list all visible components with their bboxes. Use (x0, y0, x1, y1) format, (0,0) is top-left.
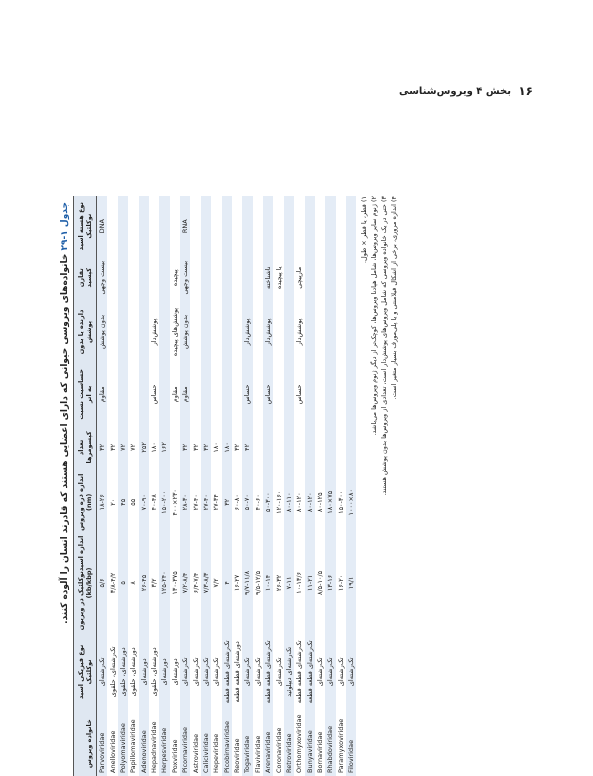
virus-family-cell: Flaviviridae (253, 711, 263, 776)
table-caption: خانواده‌های ویروسی حیوانی که دارای اعضایی هستند که قادرند انسان را آلوده کنند. (60, 253, 70, 624)
column-header: نوع هسته اسید نوکلئیک (74, 196, 97, 256)
table-cell: ۲۵۲ (139, 424, 149, 471)
table-cell: مقاوم (97, 365, 108, 424)
table-cell (232, 299, 242, 365)
table-cell (325, 365, 335, 424)
table-cell: ۴۰-۶۰ (253, 471, 263, 534)
table-cell (253, 196, 263, 256)
table-cell: ۷/۲-۸/۴ (180, 534, 190, 633)
table-cell (315, 424, 325, 471)
table-row (118, 196, 128, 776)
table-cell: ۹/۵-۱۲/۵ (253, 534, 263, 633)
table-cell: ۲۰ (107, 471, 117, 534)
table-title (60, 196, 73, 776)
table-cell (222, 299, 232, 365)
table-row (232, 196, 242, 776)
table-cell: حساس (149, 365, 159, 424)
table-cell: ۷۲ (128, 424, 138, 471)
table-row (253, 196, 263, 776)
table-cell (159, 256, 169, 299)
table-body (97, 196, 357, 776)
column-header: حساسیت نسبت به اتر (74, 365, 97, 424)
table-cell: تک‌رشته‌ای (253, 632, 263, 711)
table-cell (284, 256, 294, 299)
table-cell: ۷۵×۱۸۰ (325, 471, 335, 534)
table-cell (201, 256, 211, 299)
virus-family-cell: Paramyxoviridae (336, 711, 346, 776)
table-cell (139, 196, 149, 256)
table-row (159, 196, 169, 776)
footnote: ۳) حتی در یک خانواده ویروسی که شامل ویروس‌های پوشش‌دار است، تعدادی از ویروس‌ها بدون پوشش هستند. (379, 196, 388, 496)
table-cell (139, 299, 149, 365)
table-cell: تک‌رشته‌ای قطعه قطعه (305, 632, 315, 711)
table-cell: ۱۰-۱۴ (263, 534, 273, 633)
table-cell: دورشته‌ای (170, 632, 180, 711)
virus-family-cell: Astroviridae (190, 711, 200, 776)
table-cell: ۷۲ (118, 424, 128, 471)
table-cell: تک‌رشته‌ای (211, 632, 221, 711)
table-number: جدول ۱-۲۹ (60, 202, 70, 251)
virus-family-cell: Polyomaviridae (118, 711, 128, 776)
table-cell: ۵۰-۳۰۰ (263, 471, 273, 534)
table-row (242, 196, 252, 776)
table-cell (346, 196, 356, 256)
table-cell: دورشته‌ای، حلقوی (128, 632, 138, 711)
table-cell (273, 365, 283, 424)
table-cell (284, 196, 294, 256)
column-header: اندازه اسیدنوکلئیک در ویریون (kb/kbp) (74, 534, 97, 633)
table-cell: ۵۵ (128, 471, 138, 534)
table-cell (346, 256, 356, 299)
table-cell (107, 196, 117, 256)
table-row (97, 196, 108, 776)
table-cell: تک‌رشته‌ای (273, 632, 283, 711)
table-cell: تک‌رشته‌ای (315, 632, 325, 711)
table-cell: ۸۰-۱۲۰ (294, 471, 304, 534)
table-cell: ۱۸۰ (222, 424, 232, 471)
table-cell: حساس (242, 365, 252, 424)
virus-family-cell: Reoviridae (232, 711, 242, 776)
table-cell: پوشش‌دار (242, 299, 252, 365)
table-cell: ۳۲ (107, 424, 117, 471)
table-cell: ۸ (128, 534, 138, 633)
table-cell: ۱۳-۱۶ (325, 534, 335, 633)
virus-family-cell: Anelloviridae (107, 711, 117, 776)
table-cell: ۵ (118, 534, 128, 633)
table-cell: ۴۲ (242, 424, 252, 471)
virus-family-cell: Togaviridae (242, 711, 252, 776)
table-cell (170, 196, 180, 256)
table-cell: حساس (294, 365, 304, 424)
page-number: ۱۶ (518, 84, 533, 98)
table-cell: ۳۲ (201, 424, 211, 471)
table-cell: ۱۲۵-۲۴۰ (159, 534, 169, 633)
table-cell (253, 424, 263, 471)
table-cell: ۳/۸-۴/۲ (107, 534, 117, 633)
table-cell (107, 365, 117, 424)
table-cell: بیست وجهی (180, 256, 190, 299)
table-cell (346, 424, 356, 471)
table-cell (336, 196, 346, 256)
table-cell: تک‌رشته‌ای (190, 632, 200, 711)
column-header: دارنده یا بدون پوشش (74, 299, 97, 365)
virus-family-cell: Orthomyxoviridae (294, 711, 304, 776)
table-cell (201, 365, 211, 424)
table-cell (107, 299, 117, 365)
table-cell (149, 196, 159, 256)
table-row (273, 196, 283, 776)
table-cell (232, 365, 242, 424)
table-cell (159, 299, 169, 365)
table-cell: ۴۰-۴۸ (149, 471, 159, 534)
table-cell: پوشش‌دار (149, 299, 159, 365)
table-cell (128, 299, 138, 365)
table-cell (273, 299, 283, 365)
table-cell: ۳/۲ (149, 534, 159, 633)
table-cell: ۳۲ (180, 424, 190, 471)
table-cell (159, 196, 169, 256)
table-cell: بیست وجهی (97, 256, 108, 299)
table-cell: ۳۲ (232, 424, 242, 471)
table-cell (315, 365, 325, 424)
table-cell (107, 256, 117, 299)
table-cell (273, 196, 283, 256)
table-cell (118, 299, 128, 365)
table-row (190, 196, 200, 776)
table-cell (325, 256, 335, 299)
table-cell (325, 196, 335, 256)
table-cell: ۱۵۰-۳۰۰ (336, 471, 346, 534)
table-cell: ۱۱-۲۱ (305, 534, 315, 633)
table-cell (284, 365, 294, 424)
table-cell (222, 256, 232, 299)
table-cell: تک‌رشته‌ای (336, 632, 346, 711)
table-cell (336, 256, 346, 299)
table-cell: ۸۰-۱۲۰ (305, 471, 315, 534)
rotated-table-panel (60, 196, 460, 776)
table-cell (336, 424, 346, 471)
table-cell (253, 299, 263, 365)
table-cell: ۲۳۰×۴۰۰ (170, 471, 180, 534)
table-cell: ۲۶-۴۵ (139, 534, 149, 633)
table-cell: تک‌رشته‌ای قطعه قطعه (294, 632, 304, 711)
table-row (211, 196, 221, 776)
virus-family-cell: Herpesviridae (159, 711, 169, 776)
table-cell (232, 196, 242, 256)
table-cell (346, 299, 356, 365)
table-cell: ناشناخته (263, 256, 273, 299)
table-cell: پوشش‌دار (294, 299, 304, 365)
table-cell (273, 424, 283, 471)
column-header: تعداد کپسومرها (74, 424, 97, 471)
table-cell (253, 256, 263, 299)
table-row (315, 196, 325, 776)
table-cell (305, 196, 315, 256)
table-cell: تک‌رشته‌ای (201, 632, 211, 711)
table-cell (211, 256, 221, 299)
table-cell (222, 196, 232, 256)
table-cell: ۲۷-۴۰ (190, 471, 200, 534)
table-row (325, 196, 335, 776)
table-cell (294, 424, 304, 471)
table-row (201, 196, 211, 776)
virus-family-cell: Hepeviridae (211, 711, 221, 776)
table-cell: ۱۵۰-۲۰۰ (159, 471, 169, 534)
table-cell (201, 299, 211, 365)
table-cell: ۲۷-۳۴ (211, 471, 221, 534)
table-cell (315, 256, 325, 299)
footnotes (360, 196, 399, 776)
table-cell (159, 365, 169, 424)
table-cell: تک‌رشته‌ای (346, 632, 356, 711)
table-cell: ۵/۶ (97, 534, 108, 633)
table-cell: تک‌رشته‌ای (97, 632, 108, 711)
table-cell: ۸/۵-۱۰/۵ (315, 534, 325, 633)
table-cell: ۱۲۰-۱۶۰ (273, 471, 283, 534)
table-cell: پیچیده (170, 256, 180, 299)
table-cell: ۷۰-۹۰ (139, 471, 149, 534)
table-cell (128, 365, 138, 424)
page-header: بخش ۴ ویروس‌شناسی (398, 86, 511, 97)
table-cell: دورشته‌ای، حلقوی (149, 632, 159, 711)
table-cell: ۱۸-۲۶ (97, 471, 108, 534)
table-cell (315, 299, 325, 365)
table-cell: ۳۲ (97, 424, 108, 471)
virus-family-cell: Hepadnaviridae (149, 711, 159, 776)
table-cell (325, 299, 335, 365)
table-cell: تک‌رشته‌ای قطعه قطعه (263, 632, 273, 711)
table-row (294, 196, 304, 776)
table-cell (222, 365, 232, 424)
table-cell: ۶۰-۸۰ (232, 471, 242, 534)
table-cell: دورشته‌ای (159, 632, 169, 711)
table-cell (305, 299, 315, 365)
table-row (284, 196, 294, 776)
table-cell (128, 196, 138, 256)
table-cell (305, 256, 315, 299)
table-row (305, 196, 315, 776)
table-cell (190, 196, 200, 256)
column-header: اندازه ذره ویروس (nm) (74, 471, 97, 534)
table-cell (190, 256, 200, 299)
table-cell (201, 196, 211, 256)
table-cell (242, 196, 252, 256)
table-cell: ۷/۳-۸/۳ (201, 534, 211, 633)
table-cell: ۱۸۰ (149, 424, 159, 471)
table-cell: DNA (97, 196, 108, 256)
virus-family-cell: Coronaviridae (273, 711, 283, 776)
table-row (222, 196, 232, 776)
table-cell: ۸۰×۱۰۰۰ (346, 471, 356, 534)
table-row (139, 196, 149, 776)
table-cell (190, 365, 200, 424)
table-cell: تک‌رشته‌ای (242, 632, 252, 711)
table-cell (263, 196, 273, 256)
table-cell: ۳۲ (190, 424, 200, 471)
table-row (180, 196, 190, 776)
table-row (107, 196, 117, 776)
column-header: خانواده ویروس (74, 711, 97, 776)
table-cell (149, 256, 159, 299)
table-cell (284, 299, 294, 365)
table-row (346, 196, 356, 776)
table-cell: تک‌رشته‌ای، حلقوی (107, 632, 117, 711)
table-cell: ۱۹/۱ (346, 534, 356, 633)
table-cell (211, 365, 221, 424)
table-cell: تک‌رشته‌ای (325, 632, 335, 711)
table-cell (315, 196, 325, 256)
table-cell (139, 365, 149, 424)
table-cell (305, 365, 315, 424)
table-cell: دورشته‌ای (139, 632, 149, 711)
footnote: ۱) قطر، یا قطر × طول. (360, 196, 369, 264)
table-cell (284, 424, 294, 471)
table-cell (170, 424, 180, 471)
table-cell (305, 424, 315, 471)
virus-family-cell: Adenoviridae (139, 711, 149, 776)
table-cell: تک‌رشته‌ای (180, 632, 190, 711)
table-cell (128, 256, 138, 299)
table-cell (139, 256, 149, 299)
virus-family-cell: Papillomaviridae (128, 711, 138, 776)
table-cell: بدون پوشش (97, 299, 108, 365)
virus-family-cell: Picobirnaviridae (222, 711, 232, 776)
virus-family-cell: Bornaviridae (315, 711, 325, 776)
virus-family-cell: Filoviridae (346, 711, 356, 776)
virus-family-cell: Picornaviridae (180, 711, 190, 776)
table-cell: حساس (263, 365, 273, 424)
footnote: ۴) اندازه مروری، برخی از اشکال فیلامنتی و یا پلی‌مورف بسیار متغیر است. (389, 196, 398, 400)
table-cell (190, 299, 200, 365)
table-cell: تک‌رشته‌ای قطعه قطعه (222, 632, 232, 711)
table-cell: ۵۰-۷۰ (242, 471, 252, 534)
table-cell: ۱۳۰-۳۷۵ (170, 534, 180, 633)
table-row (336, 196, 346, 776)
table-cell: پوشش‌های پیچیده (170, 299, 180, 365)
virus-family-cell: Caliciviridae (201, 711, 211, 776)
table-cell (346, 365, 356, 424)
virus-family-cell: Arenaviridae (263, 711, 273, 776)
table-cell: ۱۶-۲۰ (336, 534, 346, 633)
table-cell: ۸۰-۱۲۵ (315, 471, 325, 534)
table-cell: ۲۷-۴۰ (201, 471, 211, 534)
table-cell (336, 299, 346, 365)
table-row (128, 196, 138, 776)
column-header: نوع فیزیکی اسید نوکلئیک (74, 632, 97, 711)
table-cell (263, 424, 273, 471)
table-cell: ۳۲ (222, 471, 232, 534)
table-cell (118, 256, 128, 299)
table-header-row (74, 196, 97, 776)
table-cell: ۷-۱۱ (284, 534, 294, 633)
table-cell: دورشته‌ای قطعه قطعه (232, 632, 242, 711)
table-cell: یا پیچیده (273, 256, 283, 299)
table-cell: ۹/۷-۱۱/۸ (242, 534, 252, 633)
footnote: ۲) ژنوم سایر ویروس‌ها، شامل هپادنا ویروس‌ها، کوچک‌تر از دیگر ژنوم ویروس‌ها می‌باشد. (370, 196, 379, 436)
table-row (170, 196, 180, 776)
table-cell: ۷/۲ (211, 534, 221, 633)
table-cell: ۱۸۰ (211, 424, 221, 471)
virus-family-cell: Retroviridae (284, 711, 294, 776)
table-cell: RNA (180, 196, 190, 256)
table-row (263, 196, 273, 776)
table-cell: بدون پوشش (180, 299, 190, 365)
table-cell (211, 196, 221, 256)
table-cell: ۲۸-۳۰ (180, 471, 190, 534)
table-cell: پوشش‌دار (263, 299, 273, 365)
table-cell: ۴۵ (118, 471, 128, 534)
table-cell (118, 365, 128, 424)
table-cell (211, 299, 221, 365)
table-cell (253, 365, 263, 424)
table-cell (232, 256, 242, 299)
table-cell (294, 196, 304, 256)
virus-family-cell: Bunyaviridae (305, 711, 315, 776)
table-cell: ۱۶-۲۷ (232, 534, 242, 633)
table-cell (242, 256, 252, 299)
table-cell (325, 424, 335, 471)
table-cell: ۱۶۲ (159, 424, 169, 471)
table-row (149, 196, 159, 776)
virus-family-cell: Parvoviridae (97, 711, 108, 776)
table-cell: ۸۰-۱۱۰ (284, 471, 294, 534)
table-cell: ۶/۴-۷/۴ (190, 534, 200, 633)
virus-family-table (73, 196, 356, 776)
table-cell (336, 365, 346, 424)
table-cell: مارپیچی (294, 256, 304, 299)
virus-family-cell: Poxviridae (170, 711, 180, 776)
table-cell: تک‌رشته‌ای دیپلوئید (284, 632, 294, 711)
table-cell: دورشته‌ای، حلقوی (118, 632, 128, 711)
table-cell: مقاوم (180, 365, 190, 424)
column-header: تقارن کپسید (74, 256, 97, 299)
table-cell: ۱۰-۱۳/۶ (294, 534, 304, 633)
table-cell: ۲۶-۳۲ (273, 534, 283, 633)
table-cell (118, 196, 128, 256)
table-cell: ۴ (222, 534, 232, 633)
virus-family-cell: Rhabdoviridae (325, 711, 335, 776)
table-cell: مقاوم (170, 365, 180, 424)
